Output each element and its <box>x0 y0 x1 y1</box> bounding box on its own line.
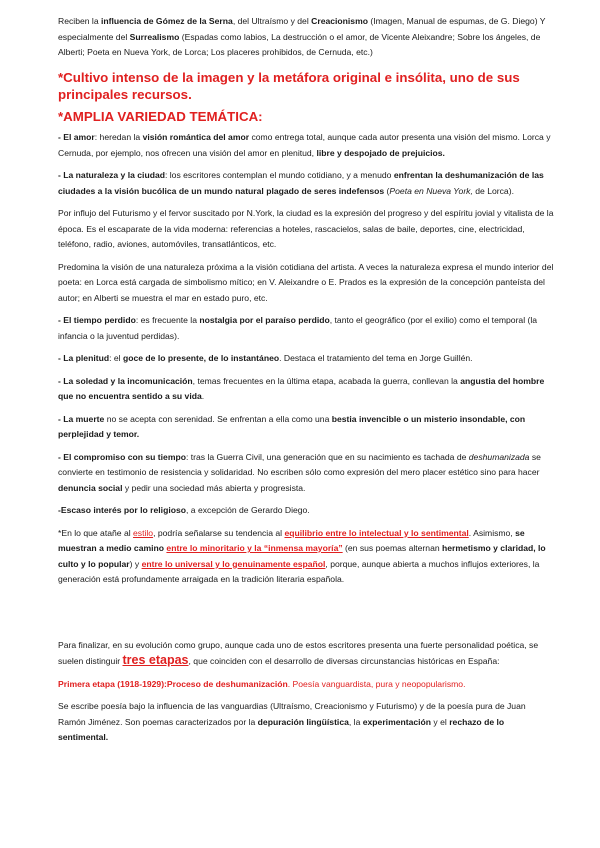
bold-text: Creacionismo <box>311 16 368 26</box>
bold-text: Surrealismo <box>129 31 180 42</box>
text: de Lorca). <box>472 185 514 196</box>
love-theme-paragraph <box>58 130 554 161</box>
text: Para finalizar, en su evolución como grupo, aunque cada uno de estos escritores presenta una fuerte personalidad poética, se suelen distinguir <box>58 639 539 666</box>
text: , del Ultraísmo y del <box>232 16 312 26</box>
text: , tanto el geográfico (por el exilio) como el temporal (la infancia o la juventud perdidas). <box>58 315 538 341</box>
highlight-text: entre lo universal y lo genuinamente español <box>141 558 326 569</box>
text: , temas frecuentes en la última etapa, acabada la guerra, conllevan la <box>192 375 461 386</box>
text: y pedir una sociedad más abierta y progresista. <box>122 482 306 493</box>
influences-paragraph <box>58 14 554 61</box>
bold-text: - El compromiso con su tiempo <box>58 451 186 462</box>
text: ) y <box>129 558 142 569</box>
highlight-text: entre lo minoritario y la “inmensa mayoría” <box>166 543 343 553</box>
religion-paragraph <box>58 503 554 519</box>
metaphor-heading: *Cultivo intenso de la imagen y la metáfora original e insólita, uno de sus principales recursos. <box>58 69 520 102</box>
text: Se escribe poesía bajo la influencia de las vanguardias (Ultraísmo, Creacionismo y Futurismo) y de la poesía pura de Juan Ramón Jiménez. Son poemas caracterizados por la <box>58 701 526 727</box>
bold-text: - La plenitud <box>58 353 110 363</box>
bold-text: experimentación <box>362 716 432 727</box>
text: : tras la Guerra Civil, una generación que en su nacimiento es tachada de <box>185 451 469 462</box>
text: : los escritores contemplan el mundo cotidiano, y a menudo <box>164 170 394 180</box>
italic-text: Poeta en Nueva York, <box>389 185 473 196</box>
bold-text: - La soledad y la incomunicación <box>58 375 193 386</box>
futurism-paragraph: Por influjo del Futurismo y el fervor suscitado por N.York, la ciudad es la expresión del progreso y del espíritu jovial y vitalista de la época. Es el escaparate de la vida moderna: referencias a hoteles, rascacielos, salas de baile, deportes, cine, electricidad, teléfono, radio, aviones, automóviles, transatlánticos, etc. <box>58 208 554 249</box>
text: (en sus poemas alternan <box>342 543 443 553</box>
bold-text: goce de lo presente, de lo instantáneo <box>122 353 280 363</box>
text: : es frecuente la <box>135 315 200 325</box>
first-stage-paragraph <box>58 699 554 746</box>
text: no se acepta con serenidad. Se enfrentan a ella como una <box>104 413 332 424</box>
text: , la <box>348 716 363 727</box>
text: : heredan la <box>94 132 143 142</box>
lost-time-paragraph <box>58 313 554 344</box>
document-body <box>58 14 554 746</box>
text: . <box>201 391 205 401</box>
text: . Asimismo, <box>468 527 516 538</box>
bold-text: influencia de Gómez de la Serna <box>101 16 233 26</box>
text: , que coinciden con el desarrollo de diversas circunstancias históricas en España: <box>188 656 500 666</box>
text: , porque, aunque abierta a muchos influjos exteriores, la generación está profundamente arraigada en la tradición literaria española. <box>58 558 540 584</box>
text: como entrega total, aunque cada autor presenta una visión del mismo. Lorca y Cernuda, por ejemplo, nos ofrecen una visión del amor en plenitud, <box>58 132 551 158</box>
highlight-text: equilibrio entre lo intelectual y lo sentimental <box>284 527 469 538</box>
loneliness-paragraph <box>58 374 554 405</box>
bold-text: Primera etapa (1918-1929):Proceso de deshumanización <box>58 678 288 689</box>
nature-vision-paragraph: Predomina la visión de una naturaleza próxima a la visión cotidiana del artista. A veces la naturaleza expresa el mundo interior del poeta: en Lorca está cargada de simbolismo mítico; en V. Aleixandre o E. Prados es la expresión de la concepción panteísta del autor; en Alberti se muestra el mar en estado puro, etc. <box>58 261 554 303</box>
bold-text: nostalgia por el paraíso perdido <box>199 315 330 325</box>
highlight-text: estilo <box>133 527 154 538</box>
fullness-paragraph <box>58 351 554 367</box>
bold-text: rechazo de lo sentimental. <box>58 716 505 742</box>
text: . Destaca el tratamiento del tema en Jorge Guillén. <box>279 353 473 363</box>
commitment-paragraph <box>58 450 554 497</box>
bold-text: libre y despojado de prejuicios. <box>316 147 445 158</box>
bold-text: bestia invencible o un misterio insondable, con perplejidad y temor. <box>58 413 526 439</box>
bold-text: angustia del hombre que no encuentra sentido a su vida <box>58 375 545 401</box>
text: : el <box>109 353 123 363</box>
death-paragraph <box>58 412 554 443</box>
text: , podría señalarse su tendencia al <box>153 527 285 538</box>
bold-text: - La muerte <box>58 413 105 424</box>
italic-text: deshumanizada <box>468 451 530 462</box>
stages-intro-paragraph <box>58 638 554 670</box>
bold-text: - El tiempo perdido <box>58 315 136 325</box>
three-stages-highlight: tres etapas <box>122 653 189 667</box>
bold-text: se muestran a medio camino <box>58 527 525 553</box>
text: (Espadas como labios, La destrucción o el amor, de Vicente Aleixandre; Sobre los ángeles, de Alberti; Poeta en Nueva York, de Lorca; Los placeres prohibidos, de Cernuda, etc.) <box>58 31 541 57</box>
bold-text: -Escaso interés por lo religioso <box>58 505 186 515</box>
text: y el <box>431 716 450 727</box>
bold-text: denuncia social <box>58 482 123 493</box>
bold-text: - El amor <box>58 132 95 142</box>
style-paragraph <box>58 526 554 588</box>
bold-text: depuración lingüística <box>257 716 349 727</box>
bold-text: hermetismo y claridad, lo culto y lo popular <box>58 543 546 569</box>
section-gap <box>58 588 554 638</box>
text: (Imagen, Manual de espumas, de G. Diego) Y especialmente del <box>58 16 546 42</box>
text: ( <box>384 185 390 196</box>
thematic-variety-heading: *AMPLIA VARIEDAD TEMÁTICA: <box>58 108 263 124</box>
text: Reciben la <box>58 16 101 26</box>
nature-city-paragraph <box>58 168 554 199</box>
text: . Poesía vanguardista, pura y neopopularismo. <box>287 678 466 689</box>
text: *En lo que atañe al <box>58 527 134 538</box>
bold-text: - La naturaleza y la ciudad <box>58 170 165 180</box>
first-stage-heading <box>58 677 554 693</box>
text: , a excepción de Gerardo Diego. <box>186 505 310 515</box>
text: se convierte en testimonio de resistencia y solidaridad. No escriben sólo como expresión del mero placer estético sino para hacer <box>58 451 541 477</box>
bold-text: visión romántica del amor <box>142 132 250 142</box>
bold-text: enfrentan la deshumanización de las ciudades a la visión bucólica de un mundo natural plagado de seres indefensos <box>58 170 544 196</box>
